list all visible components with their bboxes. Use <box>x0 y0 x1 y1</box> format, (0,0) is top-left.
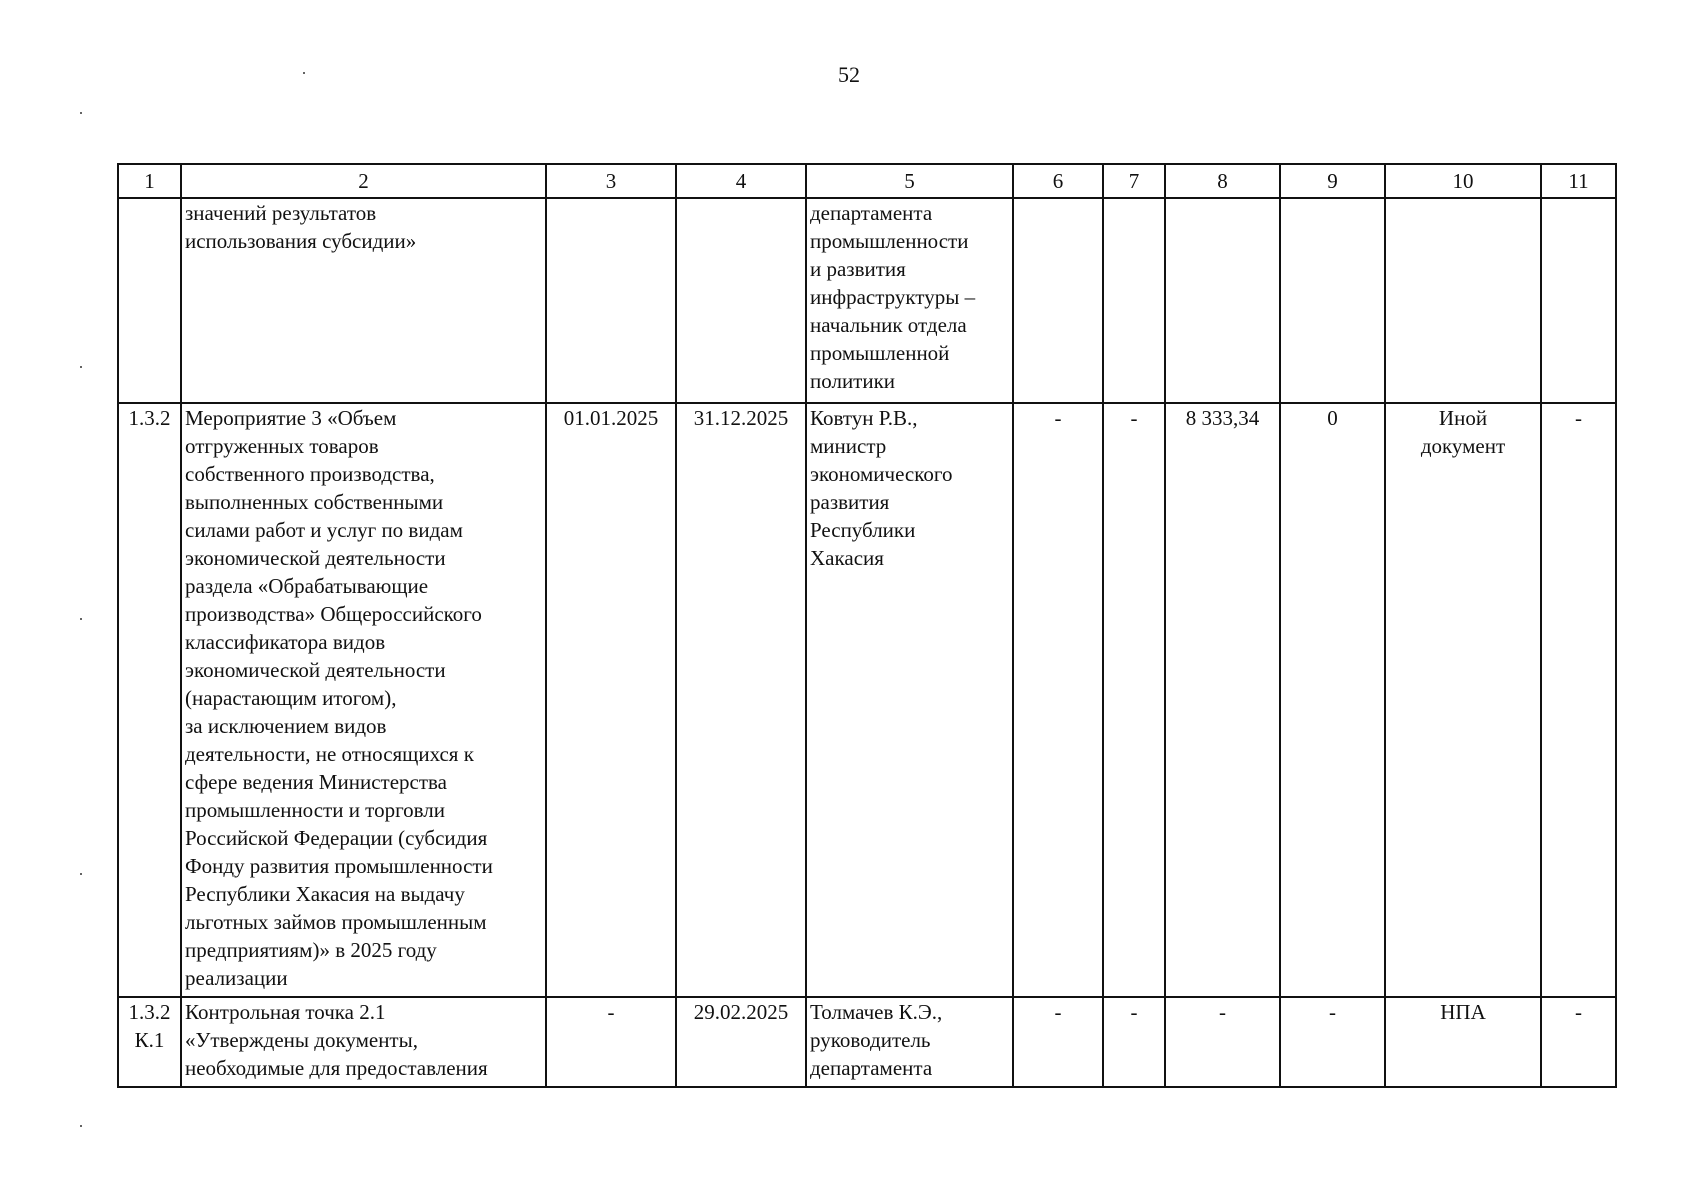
table-cell <box>1541 198 1616 403</box>
table-cell: - <box>1541 997 1616 1087</box>
start-date-cell <box>546 198 676 403</box>
column-number-row <box>118 164 1616 198</box>
column-header: 1 <box>118 164 181 198</box>
table-cell: - <box>1103 403 1165 997</box>
scan-speck <box>80 1125 82 1127</box>
column-header: 5 <box>806 164 1013 198</box>
table-row <box>118 997 1616 1087</box>
description-cell: Контрольная точка 2.1 «Утверждены документы, необходимые для предоставления <box>181 997 546 1087</box>
scan-speck <box>80 873 82 875</box>
table-row <box>118 198 1616 403</box>
table-cell <box>1013 198 1103 403</box>
document-type-cell <box>1385 198 1541 403</box>
scan-speck <box>80 618 82 620</box>
scan-speck <box>80 112 82 114</box>
column-header: 11 <box>1541 164 1616 198</box>
column-header: 4 <box>676 164 806 198</box>
description-cell: значений результатов использования субсидии» <box>181 198 546 403</box>
amount-cell: 8 333,34 <box>1165 403 1280 997</box>
scan-speck <box>303 72 305 74</box>
start-date-cell: - <box>546 997 676 1087</box>
end-date-cell: 31.12.2025 <box>676 403 806 997</box>
description-cell: Мероприятие 3 «Объем отгруженных товаров собственного производства, выполненных собственными силами работ и услуг по видам экономической деятельности раздела «Обрабатывающие производства» Общероссийского классификатора видов экономической деятельности (нарастающим итогом), за исключением видов деятельности, не относящихся к сфере ведения Министерства промышленности и торговли Российской Федерации (субсидия Фонду развития промышленности Республики Хакасия на выдачу льготных займов промышленным предприятиям)» в 2025 году реализации <box>181 403 546 997</box>
document-type-cell: Иной документ <box>1385 403 1541 997</box>
table-cell <box>1103 198 1165 403</box>
amount-cell: - <box>1165 997 1280 1087</box>
scan-speck <box>80 366 82 368</box>
column-header: 8 <box>1165 164 1280 198</box>
row-number-cell: 1.3.2 К.1 <box>118 997 181 1087</box>
table-cell <box>1280 198 1385 403</box>
table-cell: - <box>1013 403 1103 997</box>
responsible-cell: Ковтун Р.В., министр экономического развития Республики Хакасия <box>806 403 1013 997</box>
table-cell: - <box>1280 997 1385 1087</box>
amount-cell <box>1165 198 1280 403</box>
activities-table <box>117 163 1617 1088</box>
table-cell: - <box>1541 403 1616 997</box>
row-number-cell: 1.3.2 <box>118 403 181 997</box>
column-header: 9 <box>1280 164 1385 198</box>
page-number: 52 <box>838 62 860 87</box>
table-cell: - <box>1103 997 1165 1087</box>
row-number-cell <box>118 198 181 403</box>
table-row <box>118 403 1616 997</box>
responsible-cell: Толмачев К.Э., руководитель департамента <box>806 997 1013 1087</box>
column-header: 7 <box>1103 164 1165 198</box>
end-date-cell <box>676 198 806 403</box>
column-header: 6 <box>1013 164 1103 198</box>
table-cell: - <box>1013 997 1103 1087</box>
end-date-cell: 29.02.2025 <box>676 997 806 1087</box>
responsible-cell: департамента промышленности и развития инфраструктуры – начальник отдела промышленной политики <box>806 198 1013 403</box>
column-header: 3 <box>546 164 676 198</box>
table-cell: 0 <box>1280 403 1385 997</box>
start-date-cell: 01.01.2025 <box>546 403 676 997</box>
column-header: 10 <box>1385 164 1541 198</box>
document-type-cell: НПА <box>1385 997 1541 1087</box>
column-header: 2 <box>181 164 546 198</box>
